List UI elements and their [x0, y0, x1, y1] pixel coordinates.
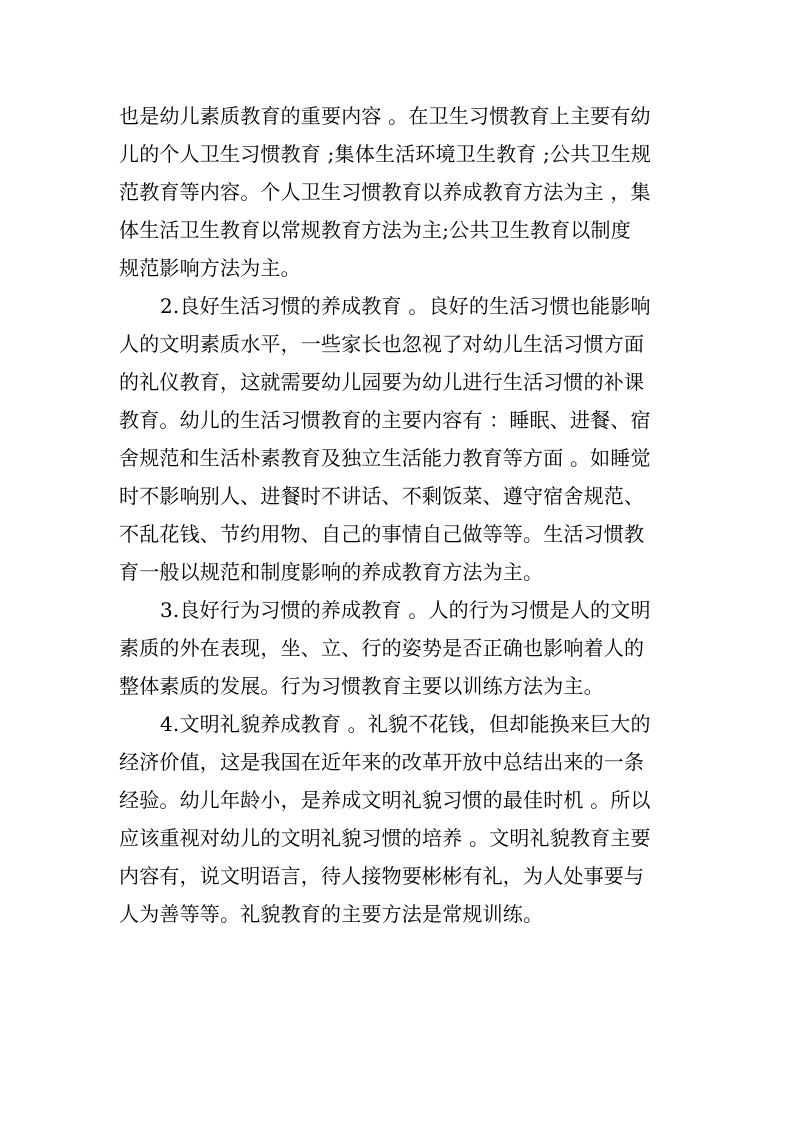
text-line: 育一般以规范和制度影响的养成教育方法为主。: [119, 560, 544, 584]
text-line: 规范影响方法为主。: [119, 256, 301, 280]
text-line: 也是幼儿素质教育的重要内容 。在卫生习惯教育上主要有幼: [119, 104, 651, 128]
text-line: 时不影响别人、进餐时不讲话、不剩饭菜、遵守宿舍规范、: [119, 484, 645, 508]
text-line: 3.良好行为习惯的养成教育 。人的行为习惯是人的文明: [160, 598, 651, 622]
text-line: 体生活卫生教育以常规教育方法为主;公共卫生教育以制度: [119, 218, 631, 242]
paragraph-living-habits: [119, 287, 694, 591]
text-line: 素质的外在表现，坐、立、行的姿势是否正确也影响着人的: [119, 636, 645, 660]
text-line: 经济价值，这是我国在近年来的改革开放中总结出来的一条: [119, 750, 645, 774]
paragraph-continuation: [119, 97, 694, 287]
text-line: 人的文明素质水平，一些家长也忽视了对幼儿生活习惯方面: [119, 332, 645, 356]
text-line: 应该重视对幼儿的文明礼貌习惯的培养 。文明礼貌教育主要: [119, 826, 651, 850]
document-body: [119, 97, 694, 933]
text-line: 经验。幼儿年龄小，是养成文明礼貌习惯的最佳时机 。所以: [119, 788, 651, 812]
text-line: 的礼仪教育，这就需要幼儿园要为幼儿进行生活习惯的补课: [119, 370, 645, 394]
text-line: 整体素质的发展。行为习惯教育主要以训练方法为主。: [119, 674, 604, 698]
text-line: 2.良好生活习惯的养成教育 。良好的生活习惯也能影响: [160, 294, 651, 318]
text-line: 内容有，说文明语言，待人接物要彬彬有礼，为人处事要与: [119, 864, 645, 888]
text-line: 4.文明礼貌养成教育 。礼貌不花钱，但却能换来巨大的: [160, 712, 651, 736]
paragraph-courtesy: [119, 705, 694, 933]
text-line: 不乱花钱、节约用物、自己的事情自己做等等。生活习惯教: [119, 522, 645, 546]
text-line: 教育。幼儿的生活习惯教育的主要内容有 ：睡眠、进餐、宿: [119, 408, 651, 432]
paragraph-behavior-habits: [119, 591, 694, 705]
text-line: 人为善等等。礼貌教育的主要方法是常规训练。: [119, 902, 544, 926]
text-line: 儿的个人卫生习惯教育 ;集体生活环境卫生教育 ;公共卫生规: [119, 142, 651, 166]
text-line: 舍规范和生活朴素教育及独立生活能力教育等方面 。如睡觉: [119, 446, 651, 470]
text-line: 范教育等内容。个人卫生习惯教育以养成教育方法为主 ，集: [119, 180, 651, 204]
